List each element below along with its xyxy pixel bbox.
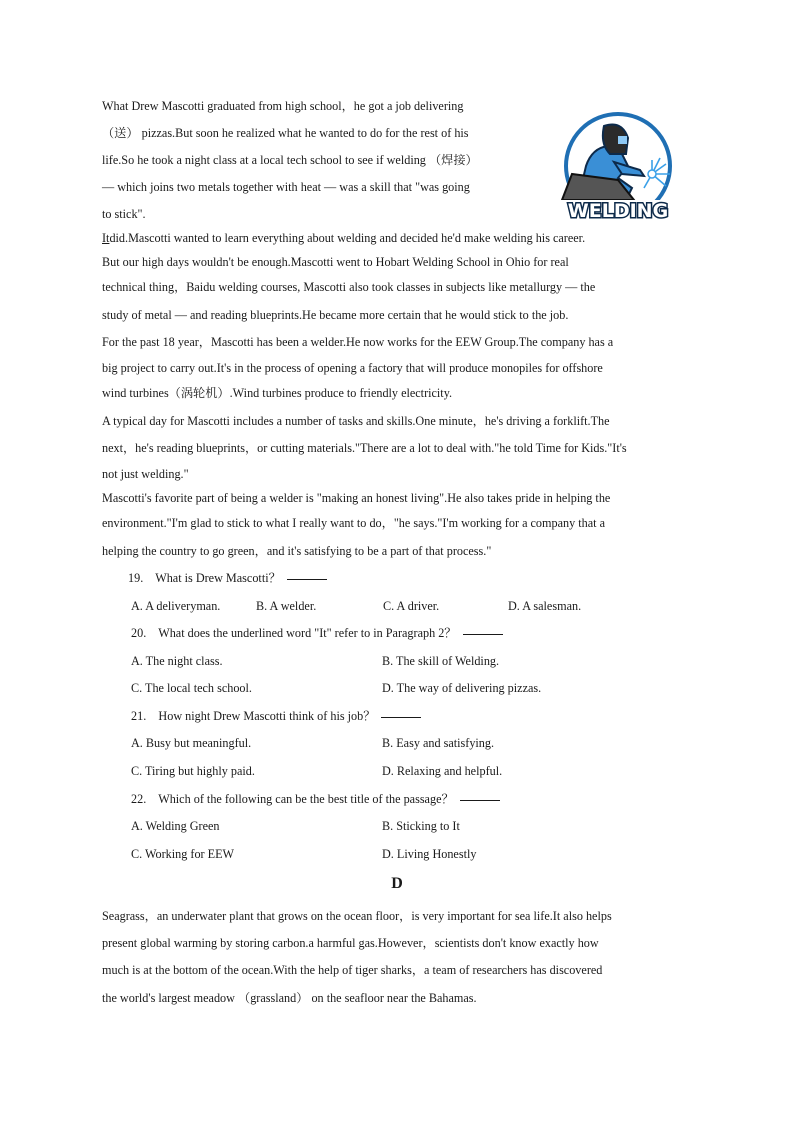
- option: A. The night class.: [131, 654, 223, 668]
- option: D. Relaxing and helpful.: [382, 764, 503, 778]
- passage-line: （送） pizzas.But soon he realized what he wanted to do for the rest of his: [102, 126, 469, 140]
- passage-line: Mascotti's favorite part of being a welder is "making an honest living".He also takes pride in helping the: [102, 491, 611, 505]
- option: A. Busy but meaningful.: [131, 736, 252, 750]
- option: C. A driver.: [383, 599, 440, 613]
- option: D. A salesman.: [508, 599, 582, 613]
- passage-line: the world's largest meadow （grassland） on the seafloor near the Bahamas.: [102, 991, 477, 1005]
- question-21: 21. How night Drew Mascotti think of his job？: [131, 708, 421, 724]
- option: B. Sticking to It: [382, 819, 460, 833]
- passage-line: wind turbines（涡轮机）.Wind turbines produce to friendly electricity.: [102, 386, 453, 400]
- option: B. A welder.: [256, 599, 317, 613]
- passage-line: much is at the bottom of the ocean.With the help of tiger sharks，a team of researchers has discovered: [102, 963, 603, 977]
- spark-center: [648, 170, 656, 178]
- answer-blank: [287, 579, 327, 580]
- option: C. Tiring but highly paid.: [131, 764, 255, 778]
- passage-line: to stick".: [102, 207, 146, 221]
- option: A. Welding Green: [131, 819, 220, 833]
- question-19: 19. What is Drew Mascotti？: [128, 570, 327, 586]
- passage-line: life.So he took a night class at a local tech school to see if welding （焊接）: [102, 153, 478, 167]
- answer-blank: [463, 634, 503, 635]
- answer-blank: [460, 800, 500, 801]
- option: D. Living Honestly: [382, 847, 477, 861]
- passage-line: A typical day for Mascotti includes a number of tasks and skills.One minute，he's driving a forklift.The: [102, 414, 610, 428]
- option: C. Working for EEW: [131, 847, 235, 861]
- passage-line: helping the country to go green，and it's satisfying to be a part of that process.": [102, 544, 492, 558]
- option: A. A deliveryman.: [131, 599, 221, 613]
- passage-line: technical thing，Baidu welding courses, Mascotti also took classes in subjects like metallurgy — the: [102, 280, 596, 294]
- answer-blank: [381, 717, 421, 718]
- underlined-word: It: [102, 231, 110, 245]
- question-22: 22. Which of the following can be the best title of the passage？: [131, 791, 500, 807]
- passage-line: — which joins two metals together with heat — was a skill that "was going: [102, 180, 470, 194]
- workbench: [562, 174, 634, 200]
- passage-line: Seagrass，an underwater plant that grows on the ocean floor，is very important for sea life.It also helps: [102, 909, 612, 923]
- question-20: 20. What does the underlined word "It" refer to in Paragraph 2？: [131, 625, 503, 641]
- option: B. Easy and satisfying.: [382, 736, 495, 750]
- option: C. The local tech school.: [131, 681, 252, 695]
- passage-line: study of metal — and reading blueprints.He became more certain that he would stick to the job.: [102, 308, 569, 322]
- passage-line: big project to carry out.It's in the process of opening a factory that will produce monopiles for offshore: [102, 361, 603, 375]
- passage-line: What Drew Mascotti graduated from high school，he got a job delivering: [102, 99, 464, 113]
- helmet-visor: [618, 136, 627, 144]
- option: B. The skill of Welding.: [382, 654, 500, 668]
- section-heading: D: [391, 875, 403, 892]
- passage-line: But our high days wouldn't be enough.Mascotti went to Hobart Welding School in Ohio for real: [102, 255, 569, 269]
- passage-line: Itdid.Mascotti wanted to learn everything about welding and decided he'd make welding his career.: [102, 231, 586, 245]
- passage-line: environment."I'm glad to stick to what I really want to do，"he says."I'm working for a company that a: [102, 516, 605, 530]
- welding-illustration: [548, 108, 688, 222]
- illustration-label: WELDING: [567, 200, 669, 222]
- passage-line: For the past 18 year，Mascotti has been a welder.He now works for the EEW Group.The company has a: [102, 335, 614, 349]
- passage-line: not just welding.": [102, 467, 189, 481]
- passage-line: next，he's reading blueprints，or cutting materials."There are a lot to deal with."he told Time for Kids."It's: [102, 441, 627, 455]
- passage-line: present global warming by storing carbon.a harmful gas.However，scientists don't know exactly how: [102, 936, 599, 950]
- option: D. The way of delivering pizzas.: [382, 681, 542, 695]
